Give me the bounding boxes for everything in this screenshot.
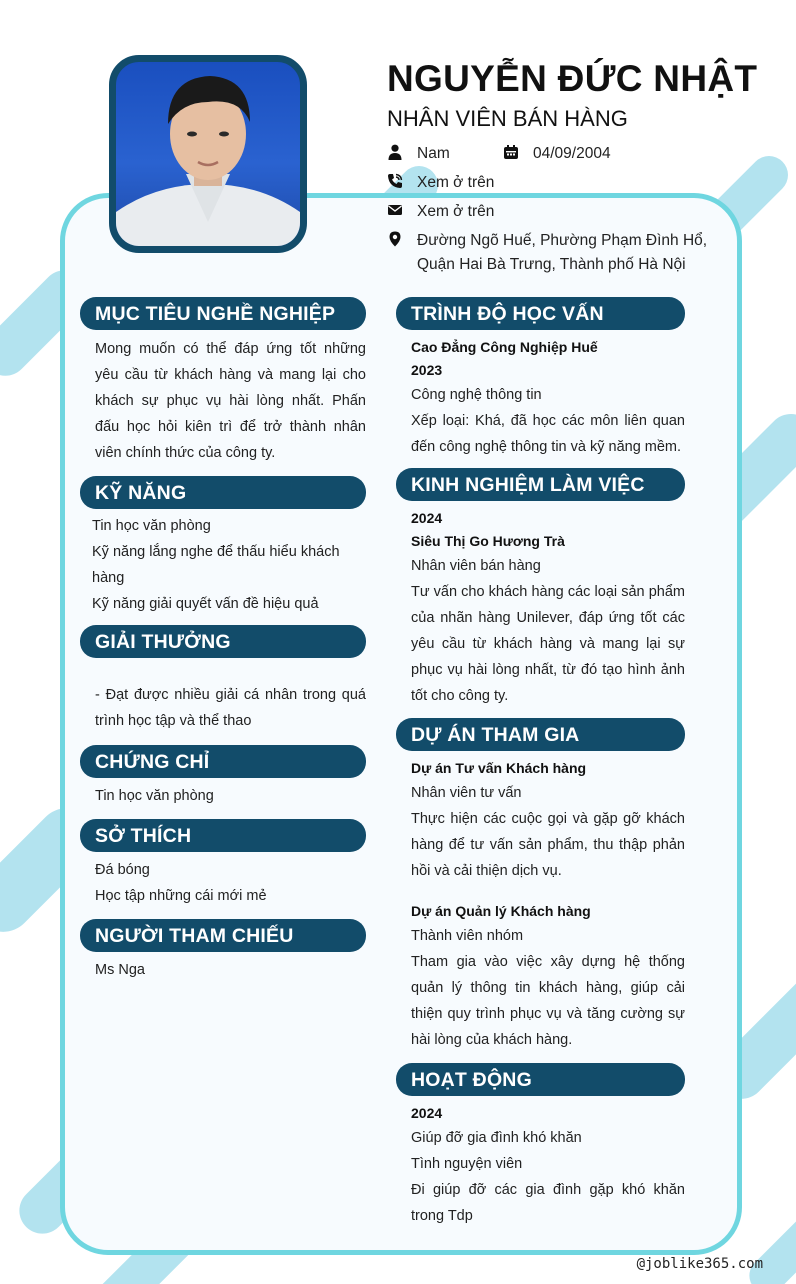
avatar-portrait xyxy=(116,62,300,246)
experience-description: Tư vấn cho khách hàng các loại sản phẩm của nhãn hàng Unilever, đáp ứng tốt các yêu cầu từ khách hàng và mang lại sự phục vụ hài lòng nhất, từ đó tạo hình ảnh tốt cho công ty. xyxy=(411,584,685,704)
activities-heading: HOẠT ĐỘNG xyxy=(396,1063,685,1096)
hobbies-section xyxy=(80,819,366,909)
project-description: Thực hiện các cuộc gọi và gặp gỡ khách hàng để tư vấn sản phẩm, thu thập phản hồi và cải thiện dịch vụ. xyxy=(411,811,685,879)
experience-position: Nhân viên bán hàng xyxy=(411,558,541,574)
skill-item: Tin học văn phòng xyxy=(92,518,211,534)
education-year: 2023 xyxy=(411,362,443,378)
email-icon xyxy=(387,202,403,218)
certificates-heading: CHỨNG CHỈ xyxy=(80,745,366,778)
skills-section xyxy=(80,476,366,617)
project-item xyxy=(396,757,685,884)
project-name: Dự án Quản lý Khách hàng xyxy=(411,903,591,919)
phone-row xyxy=(387,171,494,195)
activity-year: 2024 xyxy=(411,1105,443,1121)
address-row xyxy=(387,229,717,277)
job-title: NHÂN VIÊN BÁN HÀNG xyxy=(387,106,628,131)
activity-name: Giúp đỡ gia đình khó khăn xyxy=(411,1130,582,1146)
references-section xyxy=(80,919,366,983)
activity-role: Tình nguyện viên xyxy=(411,1156,523,1172)
project-description: Tham gia vào việc xây dựng hệ thống quản lý thông tin khách hàng, giúp cải thiện quy trình phục vụ và tăng cường sự hài lòng của khách hàng. xyxy=(411,954,685,1048)
hobby-item: Học tập những cái mới mẻ xyxy=(95,888,267,904)
hobby-item: Đá bóng xyxy=(95,862,150,878)
reference-item: Ms Nga xyxy=(95,962,145,978)
hobbies-heading: SỞ THÍCH xyxy=(80,819,366,852)
gender-value: Nam xyxy=(417,145,450,162)
project-item xyxy=(396,900,685,1053)
objective-heading: MỤC TIÊU NGHỀ NGHIỆP xyxy=(80,297,366,330)
email-value: Xem ở trên xyxy=(417,203,495,220)
skills-heading: KỸ NĂNG xyxy=(80,476,366,509)
decor-stripe xyxy=(742,1205,796,1284)
education-section xyxy=(396,297,685,460)
watermark: @joblike365.com xyxy=(636,1256,763,1272)
birthday-value: 04/09/2004 xyxy=(533,145,611,162)
project-role: Nhân viên tư vấn xyxy=(411,785,522,801)
candidate-name: NGUYỄN ĐỨC NHẬT xyxy=(387,58,758,99)
right-column xyxy=(396,297,685,1229)
activity-description: Đi giúp đỡ các gia đình gặp khó khăn trong Tdp xyxy=(411,1182,685,1224)
gender-row xyxy=(387,142,450,166)
skill-item: Kỹ năng lắng nghe để thấu hiểu khách hàng xyxy=(92,544,340,586)
phone-value: Xem ở trên xyxy=(417,174,495,191)
activities-section xyxy=(396,1063,685,1229)
education-school: Cao Đẳng Công Nghiệp Huế xyxy=(411,339,598,355)
experience-heading: KINH NGHIỆM LÀM VIỆC xyxy=(396,468,685,501)
experience-company: Siêu Thị Go Hương Trà xyxy=(411,533,565,549)
awards-section xyxy=(80,625,366,734)
education-heading: TRÌNH ĐỘ HỌC VẤN xyxy=(396,297,685,330)
project-role: Thành viên nhóm xyxy=(411,928,524,944)
experience-section xyxy=(396,468,685,709)
awards-text: - Đạt được nhiều giải cá nhân trong quá trình học tập và thể thao xyxy=(95,687,366,729)
projects-section xyxy=(396,718,685,1053)
awards-heading: GIẢI THƯỞNG xyxy=(80,625,366,658)
address-value: Đường Ngõ Huế, Phường Phạm Đình Hổ, Quận Hai Bà Trưng, Thành phố Hà Nội xyxy=(417,232,708,273)
objective-text: Mong muốn có thể đáp ứng tốt những yêu cầu từ khách hàng và mang lại cho khách sự phục vụ hài lòng nhất. Phấn đấu học hỏi kiên trì để trở thành nhân viên chính thức của công ty. xyxy=(95,341,366,461)
education-note: Xếp loại: Khá, đã học các môn liên quan đến công nghệ thông tin và kỹ năng mềm. xyxy=(411,413,685,455)
birthday-row xyxy=(503,142,611,166)
experience-year: 2024 xyxy=(411,510,443,526)
email-row xyxy=(387,200,494,224)
calendar-icon xyxy=(503,144,519,160)
profile-photo xyxy=(109,55,307,253)
phone-icon xyxy=(387,173,403,189)
references-heading: NGƯỜI THAM CHIẾU xyxy=(80,919,366,952)
objective-section xyxy=(80,297,366,466)
project-name: Dự án Tư vấn Khách hàng xyxy=(411,760,587,776)
certificate-item: Tin học văn phòng xyxy=(95,788,214,804)
location-icon xyxy=(387,231,403,247)
skill-item: Kỹ năng giải quyết vấn đề hiệu quả xyxy=(92,596,319,612)
certificates-section xyxy=(80,745,366,809)
education-major: Công nghệ thông tin xyxy=(411,387,542,403)
left-column xyxy=(80,297,366,983)
projects-heading: DỰ ÁN THAM GIA xyxy=(396,718,685,751)
user-icon xyxy=(387,144,403,160)
